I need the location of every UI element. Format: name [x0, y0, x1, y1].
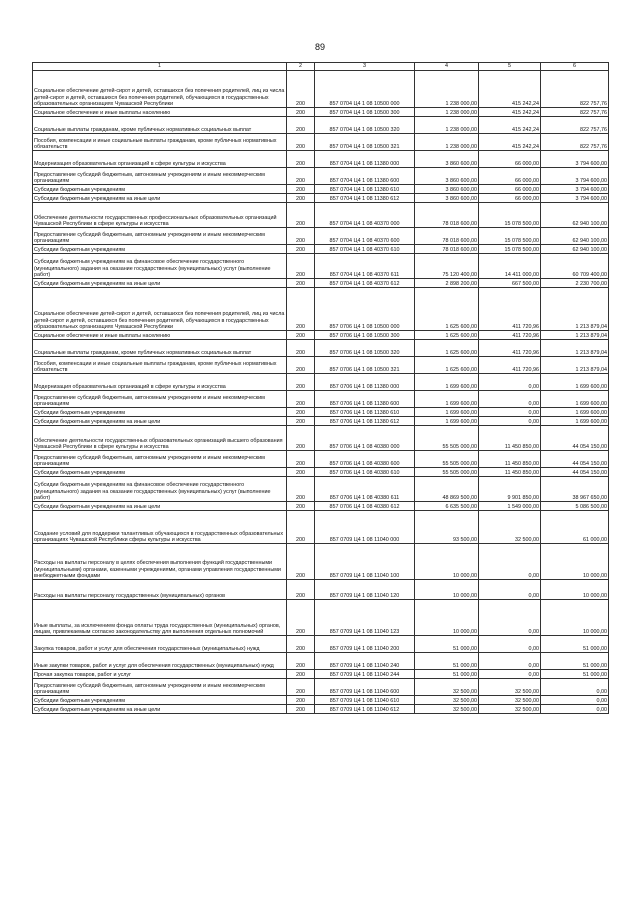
row-value-5: 0,00: [479, 544, 541, 580]
row-code: 200: [287, 168, 315, 185]
row-code: 200: [287, 679, 315, 696]
row-value-6: 60 709 400,00: [541, 254, 609, 279]
row-kbk: 857 0704 Ц4 1 08 10500 000: [315, 71, 415, 108]
column-header: 1: [33, 63, 287, 71]
row-value-6: 0,00: [541, 705, 609, 714]
row-value-4: 3 860 600,00: [415, 194, 479, 203]
row-value-4: 1 625 600,00: [415, 340, 479, 357]
row-code: 200: [287, 228, 315, 245]
row-value-6: 3 794 600,00: [541, 151, 609, 168]
row-value-4: 1 238 000,00: [415, 71, 479, 108]
row-name: Расходы на выплаты персоналу в целях обеспечения выполнения функций государственными (муниципальными) органами, казенными учреждениями, органами управления государственными внебюджетными фондами: [33, 544, 287, 580]
table-row: [33, 391, 609, 408]
row-code: 200: [287, 71, 315, 108]
row-code: 200: [287, 374, 315, 391]
row-name: Закупка товаров, работ и услуг для обеспечения государственных (муниципальных) нужд: [33, 636, 287, 653]
row-kbk: 857 0706 Ц4 1 08 40380 611: [315, 477, 415, 502]
row-kbk: 857 0709 Ц4 1 08 11040 240: [315, 653, 415, 670]
table-row: [33, 417, 609, 426]
row-kbk: 857 0704 Ц4 1 08 10500 321: [315, 134, 415, 151]
row-code: 200: [287, 408, 315, 417]
row-code: 200: [287, 580, 315, 600]
row-value-5: 415 242,24: [479, 134, 541, 151]
table-row: [33, 468, 609, 477]
row-value-5: 66 000,00: [479, 168, 541, 185]
row-name: Предоставление субсидий бюджетным, автономным учреждениям и иным некоммерческим организациям: [33, 228, 287, 245]
table-row: [33, 670, 609, 679]
row-value-5: 411 720,96: [479, 357, 541, 374]
row-code: 200: [287, 477, 315, 502]
row-value-5: 0,00: [479, 374, 541, 391]
row-code: 200: [287, 357, 315, 374]
row-name: Прочая закупка товаров, работ и услуг: [33, 670, 287, 679]
row-value-4: 78 018 600,00: [415, 228, 479, 245]
row-kbk: 857 0704 Ц4 1 08 40370 000: [315, 203, 415, 228]
row-value-4: 48 869 500,00: [415, 477, 479, 502]
row-value-5: 411 720,96: [479, 340, 541, 357]
table-body: [33, 71, 609, 714]
row-value-6: 1 699 600,00: [541, 391, 609, 408]
column-header: 5: [479, 63, 541, 71]
row-name: Субсидии бюджетным учреждениям на иные цели: [33, 417, 287, 426]
row-kbk: 857 0709 Ц4 1 08 11040 200: [315, 636, 415, 653]
row-kbk: 857 0706 Ц4 1 08 10500 300: [315, 331, 415, 340]
row-code: 200: [287, 696, 315, 705]
row-value-5: 1 549 000,00: [479, 502, 541, 511]
row-value-5: 0,00: [479, 636, 541, 653]
row-value-6: 1 699 600,00: [541, 417, 609, 426]
row-kbk: 857 0706 Ц4 1 08 10500 320: [315, 340, 415, 357]
row-code: 200: [287, 134, 315, 151]
row-kbk: 857 0706 Ц4 1 08 40380 000: [315, 426, 415, 451]
row-value-5: 66 000,00: [479, 151, 541, 168]
row-value-6: 822 757,76: [541, 71, 609, 108]
row-kbk: 857 0704 Ц4 1 08 11380 000: [315, 151, 415, 168]
row-value-5: 0,00: [479, 580, 541, 600]
page-number: 89: [314, 42, 325, 52]
row-name: Субсидии бюджетным учреждениям: [33, 245, 287, 254]
row-value-5: 32 500,00: [479, 705, 541, 714]
row-value-6: 44 054 150,00: [541, 426, 609, 451]
row-value-5: 0,00: [479, 408, 541, 417]
row-value-6: 62 940 100,00: [541, 245, 609, 254]
table-row: [33, 279, 609, 288]
table-row: [33, 331, 609, 340]
row-value-5: 32 500,00: [479, 696, 541, 705]
row-name: Субсидии бюджетным учреждениям на финансовое обеспечение государственного (муниципального) задания на оказание государственных (муниципальных) услуг (выполнение работ): [33, 254, 287, 279]
table-row: [33, 288, 609, 331]
row-value-5: 32 500,00: [479, 679, 541, 696]
table-row: [33, 134, 609, 151]
table-row: [33, 71, 609, 108]
row-value-6: 822 757,76: [541, 117, 609, 134]
row-kbk: 857 0709 Ц4 1 08 11040 600: [315, 679, 415, 696]
row-value-4: 10 000,00: [415, 600, 479, 636]
row-kbk: 857 0709 Ц4 1 08 11040 000: [315, 511, 415, 544]
column-header: 3: [315, 63, 415, 71]
row-value-4: 1 699 600,00: [415, 374, 479, 391]
row-value-5: 66 000,00: [479, 185, 541, 194]
row-code: 200: [287, 117, 315, 134]
row-value-5: 11 450 850,00: [479, 468, 541, 477]
table-row: [33, 653, 609, 670]
row-value-6: 0,00: [541, 679, 609, 696]
table-row: [33, 245, 609, 254]
row-code: 200: [287, 185, 315, 194]
row-value-5: 32 500,00: [479, 511, 541, 544]
row-value-6: 3 794 600,00: [541, 194, 609, 203]
row-value-6: 38 967 650,00: [541, 477, 609, 502]
row-code: 200: [287, 331, 315, 340]
row-value-4: 78 018 600,00: [415, 245, 479, 254]
row-kbk: 857 0704 Ц4 1 08 40370 612: [315, 279, 415, 288]
row-name: Создание условий для поддержки талантливых обучающихся в государственных образовательных организациях Чувашской Республики сферы культуры и искусства: [33, 511, 287, 544]
row-value-4: 2 898 200,00: [415, 279, 479, 288]
row-value-6: 51 000,00: [541, 670, 609, 679]
row-kbk: 857 0709 Ц4 1 08 11040 123: [315, 600, 415, 636]
row-code: 200: [287, 502, 315, 511]
row-name: Модернизация образовательных организаций в сфере культуры и искусства: [33, 374, 287, 391]
table-row: [33, 636, 609, 653]
row-value-4: 1 699 600,00: [415, 417, 479, 426]
row-kbk: 857 0706 Ц4 1 08 40380 610: [315, 468, 415, 477]
table-header-row: [33, 63, 609, 71]
row-value-4: 10 000,00: [415, 580, 479, 600]
row-code: 200: [287, 245, 315, 254]
row-name: Расходы на выплаты персоналу государственных (муниципальных) органов: [33, 580, 287, 600]
row-value-4: 1 699 600,00: [415, 408, 479, 417]
row-value-5: 15 078 500,00: [479, 203, 541, 228]
table-row: [33, 502, 609, 511]
row-value-5: 11 450 850,00: [479, 451, 541, 468]
row-name: Предоставление субсидий бюджетным, автономным учреждениям и иным некоммерческим организациям: [33, 391, 287, 408]
row-name: Обеспечение деятельности государственных образовательных организаций высшего образования Чувашской Республики в сфере культуры и искусства: [33, 426, 287, 451]
budget-table: [32, 62, 609, 714]
table-row: [33, 168, 609, 185]
row-name: Субсидии бюджетным учреждениям на иные цели: [33, 502, 287, 511]
row-kbk: 857 0709 Ц4 1 08 11040 120: [315, 580, 415, 600]
row-code: 200: [287, 340, 315, 357]
table-row: [33, 477, 609, 502]
row-value-6: 5 086 500,00: [541, 502, 609, 511]
row-value-5: 0,00: [479, 670, 541, 679]
row-value-5: 9 901 850,00: [479, 477, 541, 502]
row-code: 200: [287, 417, 315, 426]
row-name: Модернизация образовательных организаций в сфере культуры и искусства: [33, 151, 287, 168]
row-name: Субсидии бюджетным учреждениям: [33, 408, 287, 417]
row-value-5: 0,00: [479, 600, 541, 636]
row-name: Пособия, компенсации и иные социальные выплаты гражданам, кроме публичных нормативных обязательств: [33, 134, 287, 151]
row-value-5: 667 500,00: [479, 279, 541, 288]
row-value-5: 415 242,24: [479, 71, 541, 108]
row-value-4: 93 500,00: [415, 511, 479, 544]
table-row: [33, 426, 609, 451]
row-value-4: 1 625 600,00: [415, 357, 479, 374]
row-name: Субсидии бюджетным учреждениям на финансовое обеспечение государственного (муниципального) задания на оказание государственных (муниципальных) услуг (выполнение работ): [33, 477, 287, 502]
row-value-4: 32 500,00: [415, 679, 479, 696]
row-code: 200: [287, 391, 315, 408]
row-name: Социальные выплаты гражданам, кроме публичных нормативных социальных выплат: [33, 340, 287, 357]
table-row: [33, 203, 609, 228]
row-value-5: 0,00: [479, 417, 541, 426]
row-name: Субсидии бюджетным учреждениям на иные цели: [33, 705, 287, 714]
row-value-6: 1 213 879,04: [541, 288, 609, 331]
table-row: [33, 705, 609, 714]
row-kbk: 857 0706 Ц4 1 08 11380 610: [315, 408, 415, 417]
row-value-4: 1 625 600,00: [415, 288, 479, 331]
row-kbk: 857 0706 Ц4 1 08 11380 000: [315, 374, 415, 391]
row-name: Иные выплаты, за исключением фонда оплаты труда государственных (муниципальных) органов, лицам, привлекаемым согласно законодательству для выполнения отдельных полномочий: [33, 600, 287, 636]
row-kbk: 857 0704 Ц4 1 08 40370 600: [315, 228, 415, 245]
row-value-4: 55 505 000,00: [415, 451, 479, 468]
row-code: 200: [287, 451, 315, 468]
table-row: [33, 600, 609, 636]
row-kbk: 857 0706 Ц4 1 08 10500 321: [315, 357, 415, 374]
row-value-4: 55 505 000,00: [415, 468, 479, 477]
row-kbk: 857 0709 Ц4 1 08 11040 244: [315, 670, 415, 679]
row-value-5: 0,00: [479, 653, 541, 670]
row-value-4: 3 860 600,00: [415, 151, 479, 168]
row-value-4: 1 238 000,00: [415, 117, 479, 134]
row-value-6: 44 054 150,00: [541, 468, 609, 477]
row-value-6: 1 699 600,00: [541, 408, 609, 417]
row-kbk: 857 0704 Ц4 1 08 11380 612: [315, 194, 415, 203]
row-kbk: 857 0704 Ц4 1 08 11380 610: [315, 185, 415, 194]
row-code: 200: [287, 151, 315, 168]
row-value-6: 2 230 700,00: [541, 279, 609, 288]
row-kbk: 857 0706 Ц4 1 08 10500 000: [315, 288, 415, 331]
row-value-4: 6 635 500,00: [415, 502, 479, 511]
row-value-4: 78 018 600,00: [415, 203, 479, 228]
row-value-6: 61 000,00: [541, 511, 609, 544]
table-row: [33, 374, 609, 391]
row-name: Социальное обеспечение и иные выплаты населению: [33, 108, 287, 117]
row-name: Субсидии бюджетным учреждениям: [33, 468, 287, 477]
row-value-5: 14 411 000,00: [479, 254, 541, 279]
table-row: [33, 340, 609, 357]
row-value-4: 1 238 000,00: [415, 108, 479, 117]
row-name: Социальное обеспечение и иные выплаты населению: [33, 331, 287, 340]
row-kbk: 857 0709 Ц4 1 08 11040 610: [315, 696, 415, 705]
table-row: [33, 679, 609, 696]
row-value-4: 32 500,00: [415, 705, 479, 714]
table-row: [33, 408, 609, 417]
row-value-5: 15 078 500,00: [479, 228, 541, 245]
row-kbk: 857 0709 Ц4 1 08 11040 100: [315, 544, 415, 580]
row-kbk: 857 0706 Ц4 1 08 11380 612: [315, 417, 415, 426]
row-name: Субсидии бюджетным учреждениям: [33, 185, 287, 194]
table-row: [33, 151, 609, 168]
row-value-6: 51 000,00: [541, 636, 609, 653]
row-value-6: 3 794 600,00: [541, 185, 609, 194]
table-row: [33, 580, 609, 600]
row-value-6: 10 000,00: [541, 600, 609, 636]
row-value-4: 1 238 000,00: [415, 134, 479, 151]
column-header: 6: [541, 63, 609, 71]
row-name: Предоставление субсидий бюджетным, автономным учреждениям и иным некоммерческим организациям: [33, 168, 287, 185]
row-kbk: 857 0706 Ц4 1 08 40380 600: [315, 451, 415, 468]
row-value-6: 51 000,00: [541, 653, 609, 670]
row-value-4: 75 120 400,00: [415, 254, 479, 279]
row-name: Предоставление субсидий бюджетным, автономным учреждениям и иным некоммерческим организациям: [33, 679, 287, 696]
table-row: [33, 117, 609, 134]
row-value-5: 415 242,24: [479, 108, 541, 117]
row-value-6: 62 940 100,00: [541, 203, 609, 228]
row-name: Обеспечение деятельности государственных профессиональных образовательных организаций Чувашской Республики в сфере культуры и искусства: [33, 203, 287, 228]
row-value-4: 51 000,00: [415, 636, 479, 653]
row-name: Иные закупки товаров, работ и услуг для обеспечения государственных (муниципальных) нужд: [33, 653, 287, 670]
row-value-6: 0,00: [541, 696, 609, 705]
row-value-4: 1 699 600,00: [415, 391, 479, 408]
column-header: 2: [287, 63, 315, 71]
row-value-6: 3 794 600,00: [541, 168, 609, 185]
row-kbk: 857 0704 Ц4 1 08 10500 320: [315, 117, 415, 134]
row-kbk: 857 0704 Ц4 1 08 40370 611: [315, 254, 415, 279]
row-value-4: 51 000,00: [415, 653, 479, 670]
table-row: [33, 511, 609, 544]
table-row: [33, 451, 609, 468]
row-code: 200: [287, 468, 315, 477]
row-value-6: 1 213 879,04: [541, 331, 609, 340]
row-code: 200: [287, 279, 315, 288]
row-name: Субсидии бюджетным учреждениям на иные цели: [33, 279, 287, 288]
table-row: [33, 108, 609, 117]
row-value-5: 0,00: [479, 391, 541, 408]
column-header: 4: [415, 63, 479, 71]
table-row: [33, 194, 609, 203]
row-value-5: 415 242,24: [479, 117, 541, 134]
row-kbk: 857 0709 Ц4 1 08 11040 612: [315, 705, 415, 714]
row-code: 200: [287, 194, 315, 203]
row-code: 200: [287, 600, 315, 636]
row-value-5: 66 000,00: [479, 194, 541, 203]
row-value-6: 1 213 879,04: [541, 340, 609, 357]
row-value-5: 11 450 850,00: [479, 426, 541, 451]
row-value-6: 822 757,76: [541, 108, 609, 117]
row-code: 200: [287, 203, 315, 228]
row-value-5: 411 720,96: [479, 331, 541, 340]
row-value-5: 15 078 500,00: [479, 245, 541, 254]
row-code: 200: [287, 426, 315, 451]
row-value-6: 62 940 100,00: [541, 228, 609, 245]
row-name: Субсидии бюджетным учреждениям: [33, 696, 287, 705]
row-name: Пособия, компенсации и иные социальные выплаты гражданам, кроме публичных нормативных обязательств: [33, 357, 287, 374]
row-code: 200: [287, 544, 315, 580]
row-code: 200: [287, 653, 315, 670]
row-code: 200: [287, 705, 315, 714]
row-value-4: 32 500,00: [415, 696, 479, 705]
row-code: 200: [287, 288, 315, 331]
row-name: Социальное обеспечение детей-сирот и детей, оставшихся без попечения родителей, лиц из числа детей-сирот и детей, оставшихся без попечения родителей, обучающихся в государственных образовательных организациях Чувашской Республики: [33, 71, 287, 108]
table-row: [33, 696, 609, 705]
table-row: [33, 544, 609, 580]
table-row: [33, 254, 609, 279]
row-value-6: 10 000,00: [541, 580, 609, 600]
row-value-6: 1 699 600,00: [541, 374, 609, 391]
row-value-6: 10 000,00: [541, 544, 609, 580]
row-kbk: 857 0704 Ц4 1 08 10500 300: [315, 108, 415, 117]
row-name: Социальные выплаты гражданам, кроме публичных нормативных социальных выплат: [33, 117, 287, 134]
row-code: 200: [287, 636, 315, 653]
row-value-6: 822 757,76: [541, 134, 609, 151]
row-value-5: 411 720,96: [479, 288, 541, 331]
row-value-6: 1 213 879,04: [541, 357, 609, 374]
table-row: [33, 228, 609, 245]
row-code: 200: [287, 670, 315, 679]
row-code: 200: [287, 108, 315, 117]
row-code: 200: [287, 254, 315, 279]
row-kbk: 857 0704 Ц4 1 08 40370 610: [315, 245, 415, 254]
row-name: Социальное обеспечение детей-сирот и детей, оставшихся без попечения родителей, лиц из числа детей-сирот и детей, оставшихся без попечения родителей, обучающихся в государственных образовательных организациях Чувашской Республики: [33, 288, 287, 331]
table-row: [33, 357, 609, 374]
row-kbk: 857 0704 Ц4 1 08 11380 600: [315, 168, 415, 185]
row-value-4: 10 000,00: [415, 544, 479, 580]
row-value-4: 3 860 600,00: [415, 185, 479, 194]
row-name: Субсидии бюджетным учреждениям на иные цели: [33, 194, 287, 203]
row-kbk: 857 0706 Ц4 1 08 40380 612: [315, 502, 415, 511]
row-value-6: 44 054 150,00: [541, 451, 609, 468]
row-value-4: 1 625 600,00: [415, 331, 479, 340]
table-row: [33, 185, 609, 194]
row-code: 200: [287, 511, 315, 544]
row-kbk: 857 0706 Ц4 1 08 11380 600: [315, 391, 415, 408]
row-value-4: 55 505 000,00: [415, 426, 479, 451]
row-value-4: 51 000,00: [415, 670, 479, 679]
row-value-4: 3 860 600,00: [415, 168, 479, 185]
row-name: Предоставление субсидий бюджетным, автономным учреждениям и иным некоммерческим организациям: [33, 451, 287, 468]
